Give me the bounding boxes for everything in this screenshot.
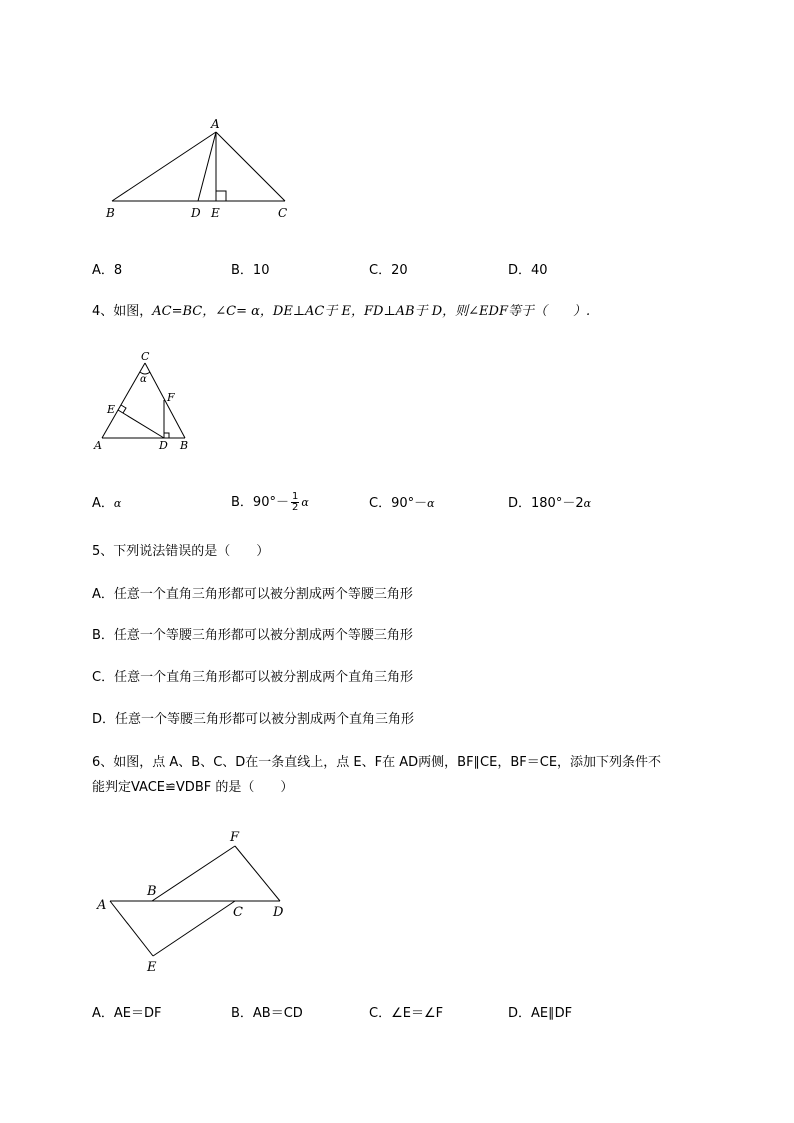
q6-option-d: D．AE∥DF — [508, 1006, 573, 1021]
label-c: C — [278, 206, 288, 220]
q3-option-a: A．8 — [92, 263, 123, 278]
q4-stem-prefix: 4、如图， — [92, 304, 153, 319]
label-d: D — [159, 439, 168, 452]
q3-option-b: B．10 — [231, 263, 270, 278]
q4-option-a-math: α — [113, 497, 122, 510]
segment-fd — [235, 846, 280, 901]
figure-triangle-abc — [100, 115, 310, 225]
label-b: B — [180, 439, 189, 452]
q4-option-c-math: α — [427, 497, 435, 510]
figure-isosceles-triangle — [90, 348, 200, 458]
q3-option-c: C．20 — [369, 263, 408, 278]
label-e: E — [107, 403, 116, 416]
q4-option-a-prefix: A． — [92, 496, 114, 511]
q5-option-d: D．任意一个等腰三角形都可以被分割成两个直角三角形 — [92, 712, 415, 727]
q4-option-c — [369, 495, 435, 513]
label-a: A — [94, 439, 102, 452]
fraction-numerator: 1 — [291, 491, 299, 502]
q6-option-a: A．AE＝DF — [92, 1006, 162, 1021]
q4-option-b-fraction — [291, 492, 299, 513]
q5-option-b: B．任意一个等腰三角形都可以被分割成两个等腰三角形 — [92, 628, 413, 643]
label-f: F — [167, 391, 175, 404]
q4-option-c-prefix: C．90°－ — [369, 496, 428, 511]
segment-bf — [152, 846, 235, 901]
q3-option-d: D．40 — [508, 263, 548, 278]
label-a: A — [211, 117, 220, 131]
q5-option-a: A．任意一个直角三角形都可以被分割成两个等腰三角形 — [92, 587, 413, 602]
label-e: E — [147, 960, 157, 975]
label-c: C — [233, 905, 243, 920]
label-b: B — [147, 884, 157, 899]
q6-stem-line2: 能判定VACE≌VDBF 的是（ ） — [92, 780, 294, 795]
label-b: B — [106, 206, 115, 220]
q4-option-b-prefix: B．90°－ — [231, 495, 289, 510]
right-angle-mark — [216, 191, 226, 201]
figure-congruent-triangles — [90, 825, 300, 975]
q4-stem-math: AC=BC，∠C= α，DE⊥AC于 E，FD⊥AB于 D，则∠EDF等于（ ）. — [152, 304, 591, 319]
q4-option-a — [92, 495, 121, 513]
label-e: E — [211, 206, 220, 220]
q6-option-b: B．AB＝CD — [231, 1006, 303, 1021]
segment-de — [118, 410, 164, 438]
segment-ae — [110, 901, 153, 956]
segment-ec — [153, 901, 235, 956]
q5-stem: 5、下列说法错误的是（ ） — [92, 544, 270, 559]
q4-stem — [92, 303, 590, 321]
right-angle-mark-d — [164, 433, 169, 438]
segment-bc — [145, 363, 185, 438]
label-alpha: α — [140, 374, 147, 385]
label-f: F — [230, 830, 240, 845]
q6-stem-line1: 6、如图，点 A、B、C、D在一条直线上，点 E、F在 AD两侧，BF∥CE，BF＝CE，添加下列条件不 — [92, 755, 662, 770]
q4-option-d-prefix: D．180°－2 — [508, 496, 584, 511]
segment-ac — [102, 363, 145, 438]
q4-option-d-math: α — [583, 497, 592, 510]
q6-option-c: C．∠E＝∠F — [369, 1006, 444, 1021]
label-d: D — [191, 206, 201, 220]
label-d: D — [273, 905, 284, 920]
label-c: C — [141, 350, 150, 363]
q5-option-c: C．任意一个直角三角形都可以被分割成两个直角三角形 — [92, 670, 414, 685]
fraction-denominator: 2 — [291, 502, 299, 513]
label-a: A — [97, 898, 107, 913]
q4-option-b-math: α — [301, 496, 309, 509]
q4-option-b — [231, 488, 309, 518]
q4-option-d — [508, 495, 591, 513]
